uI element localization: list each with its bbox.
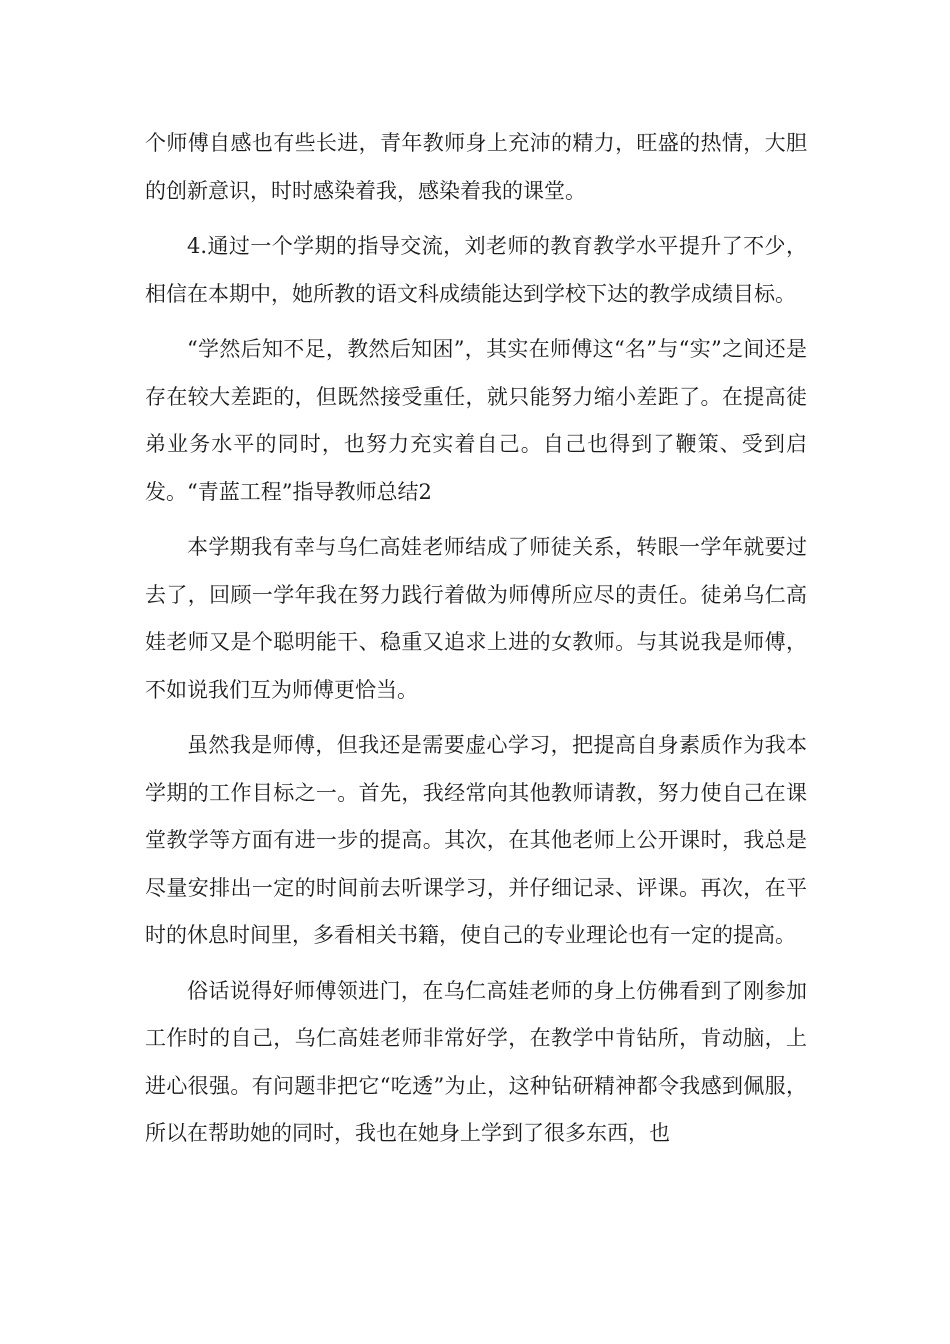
document-body <box>145 120 807 1166</box>
paragraph-intro: 本学期我有幸与乌仁高娃老师结成了师徒关系，转眼一学年就要过去了，回顾一学年我在努力践行着做为师傅所应尽的责任。徒弟乌仁高娃老师又是个聪明能干、稳重又追求上进的女教师。与其说我是师傅，不如说我们互为师傅更恰当。 <box>145 535 807 702</box>
paragraph-self-study: 虽然我是师傅，但我还是需要虚心学习，把提高自身素质作为我本学期的工作目标之一。首先，我经常向其他教师请教，努力使自己在课堂教学等方面有进一步的提高。其次，在其他老师上公开课时，我总是尽量安排出一定的时间前去听课学习，并仔细记录、评课。再次，在平时的休息时间里，多看相关书籍，使自己的专业理论也有一定的提高。 <box>145 733 807 947</box>
paragraph-proverb: 俗话说得好师傅领进门，在乌仁高娃老师的身上仿佛看到了刚参加工作时的自己，乌仁高娃老师非常好学，在教学中肯钻所，肯动脑，上进心很强。有问题非把它“吃透”为止，这种钻研精神都令我感到佩服，所以在帮助她的同时，我也在她身上学到了很多东西，也 <box>145 978 807 1145</box>
paragraph-point-4: 4.通过一个学期的指导交流，刘老师的教育教学水平提升了不少，相信在本期中，她所教的语文科成绩能达到学校下达的教学成绩目标。 <box>145 234 807 306</box>
paragraph-continuation: 个师傅自感也有些长进，青年教师身上充沛的精力，旺盛的热情，大胆的创新意识，时时感染着我，感染着我的课堂。 <box>145 131 807 203</box>
paragraph-quote: “学然后知不足，教然后知困”，其实在师傅这“名”与“实”之间还是存在较大差距的，但既然接受重任，就只能努力缩小差距了。在提高徒弟业务水平的同时，也努力充实着自己。自己也得到了鞭策、受到启发。“青蓝工程”指导教师总结2 <box>145 337 807 504</box>
